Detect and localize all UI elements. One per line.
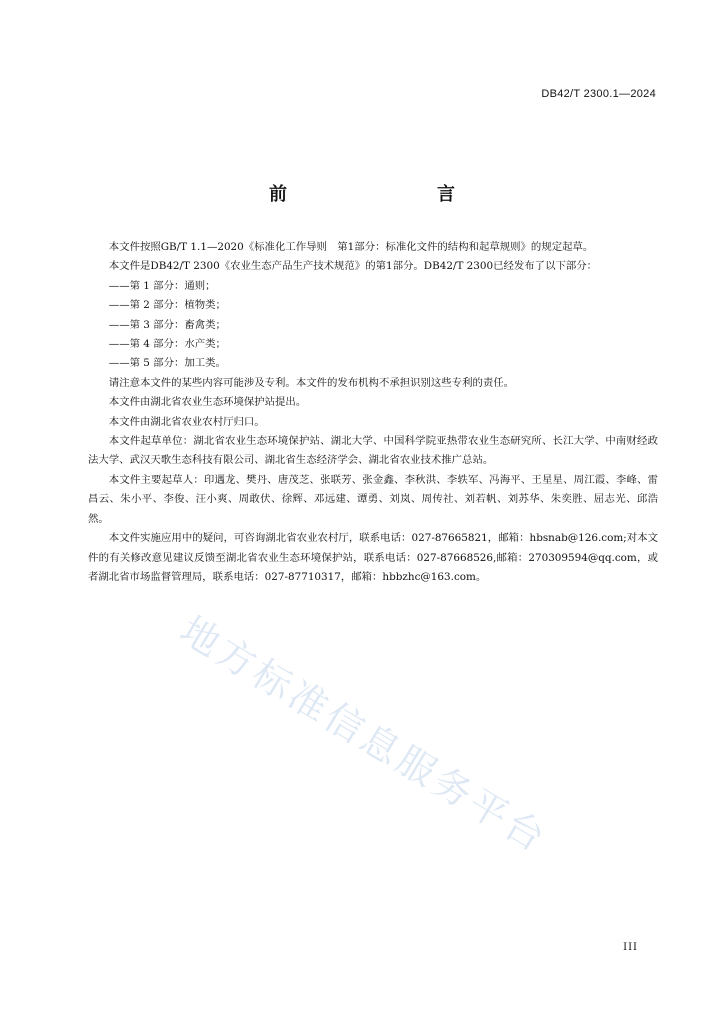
list-item-part-3: ——第 3 部分：畜禽类； <box>108 318 226 331</box>
page-title: 前 言 <box>269 184 493 205</box>
paragraph-patent-notice: 请注意本文件的某些内容可能涉及专利。本文件的发布机构不承担识别这些专利的责任。 <box>108 376 515 389</box>
paragraph-drafting-rules: 本文件按照GB/T 1.1—2020《标准化工作导则 第1部分：标准化文件的结构和起草规则》的规定起草。 <box>108 241 594 253</box>
list-item-part-5: ——第 5 部分：加工类。 <box>108 357 226 370</box>
list-item-part-2: ——第 2 部分：植物类； <box>108 299 226 312</box>
paragraph-drafters: 本文件主要起草人：印遇龙、樊丹、唐茂芝、张联芳、张金鑫、李秋洪、李轶军、冯海平、王星星、周江霞、李峰、雷昌云、朱小平、李俊、汪小爽、周敢伏、徐辉、邓远建、谭勇、刘岚、周传社、刘若帆、刘苏华、朱奕胜、屈志光、邱浩然。 <box>88 473 658 525</box>
list-item-part-4: ——第 4 部分：水产类； <box>108 338 226 351</box>
foreword-body <box>88 238 658 587</box>
watermark: 地方标准信息服务平台 <box>172 607 556 862</box>
paragraph-drafting-units: 本文件起草单位：湖北省农业生态环境保护站、湖北大学、中国科学院亚热带农业生态研究所、长江大学、中南财经政法大学、武汉天歌生态科技有限公司、湖北省生态经济学会、湖北省农业技术推广总站。 <box>88 435 658 467</box>
list-item-part-1: ——第 1 部分：通则； <box>108 279 216 292</box>
paragraph-series-parts: 本文件是DB42/T 2300《农业生态产品生产技术规范》的第1部分。DB42/T 2300已经发布了以下部分： <box>108 260 598 273</box>
standard-code: DB42/T 2300.1—2024 <box>541 88 656 100</box>
paragraph-proposed-by: 本文件由湖北省农业生态环境保护站提出。 <box>108 396 307 409</box>
paragraph-contact: 本文件实施应用中的疑问，可咨询湖北省农业农村厅，联系电话：027-87665821，邮箱：hbsnab@126.com;对本文件的有关修改意见建议反馈至湖北省农业生态环境保护站，联系电话：027-87668526,邮箱：270309594@qq.com，或者湖北省市场监督管理局，联系电话：027-87710317，邮箱：hbbzhc@163.com。 <box>88 532 658 583</box>
paragraph-managed-by: 本文件由湖北省农业农村厅归口。 <box>108 415 265 428</box>
page-number: III <box>623 942 638 953</box>
